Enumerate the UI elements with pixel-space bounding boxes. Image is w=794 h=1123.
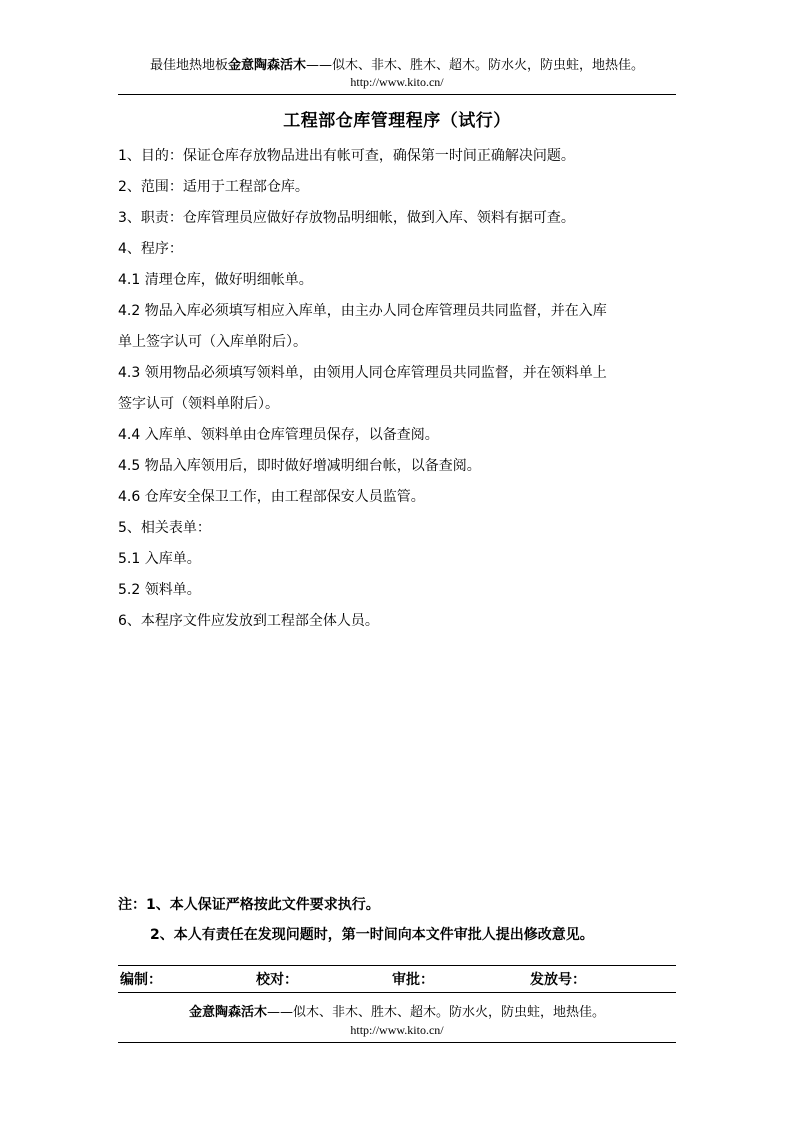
issue-number-label: 发放号：	[530, 972, 586, 988]
header-brand: 金意陶森活木	[227, 58, 306, 73]
document-body	[118, 141, 680, 637]
body-line: 5、相关表单：	[118, 520, 211, 536]
body-line: 4.3 领用物品必须填写领料单，由领用人同仓库管理员共同监督，并在领料单上	[118, 365, 607, 381]
note-1: 注：1、本人保证严格按此文件要求执行。	[118, 897, 380, 913]
approve-label: 审批：	[392, 972, 434, 988]
footer-brand: 金意陶森活木	[188, 1005, 267, 1020]
body-line: 4.1 清理仓库，做好明细帐单。	[118, 272, 313, 288]
header-divider	[118, 94, 676, 95]
footer-divider	[118, 1042, 676, 1043]
page-header	[118, 57, 676, 90]
note-2: 2、本人有责任在发现问题时，第一时间向本文件审批人提出修改意见。	[150, 927, 594, 943]
body-line: 签字认可（领料单附后）。	[118, 396, 279, 412]
body-line: 6、本程序文件应发放到工程部全体人员。	[118, 613, 379, 629]
document-title: 工程部仓库管理程序（试行）	[283, 111, 511, 131]
body-line: 单上签字认可（入库单附后）。	[118, 334, 307, 350]
page-footer	[118, 1004, 676, 1038]
check-label: 校对：	[256, 972, 298, 988]
footer-suffix: ——似木、非木、胜木、超木。防水火，防虫蛀，地热佳。	[267, 1005, 606, 1020]
body-line: 4.5 物品入库领用后，即时做好增减明细台帐，以备查阅。	[118, 458, 481, 474]
header-slogan	[118, 57, 676, 74]
header-url[interactable]: http://www.kito.cn/	[350, 75, 444, 89]
body-line: 5.1 入库单。	[118, 551, 201, 567]
body-line: 4.2 物品入库必须填写相应入库单，由主办人同仓库管理员共同监督，并在入库	[118, 303, 607, 319]
header-suffix: ——似木、非木、胜木、超木。防水火，防虫蛀，地热佳。	[306, 58, 645, 73]
footer-url[interactable]: http://www.kito.cn/	[350, 1023, 444, 1037]
body-line: 2、范围：适用于工程部仓库。	[118, 179, 309, 195]
body-line: 4.6 仓库安全保卫工作，由工程部保安人员监管。	[118, 489, 425, 505]
body-line: 1、目的：保证仓库存放物品进出有帐可查，确保第一时间正确解决问题。	[118, 148, 575, 164]
signoff-bottom-divider	[118, 992, 676, 993]
body-line: 4、程序：	[118, 241, 183, 257]
body-line: 5.2 领料单。	[118, 582, 201, 598]
edit-label: 编制：	[120, 972, 162, 988]
signoff-top-divider	[118, 965, 676, 966]
body-line: 3、职责：仓库管理员应做好存放物品明细帐，做到入库、领料有据可查。	[118, 210, 575, 226]
notes-section	[118, 890, 678, 950]
header-prefix: 最佳地热地板	[149, 58, 228, 73]
body-line: 4.4 入库单、领料单由仓库管理员保存，以备查阅。	[118, 427, 439, 443]
footer-slogan	[118, 1004, 676, 1022]
